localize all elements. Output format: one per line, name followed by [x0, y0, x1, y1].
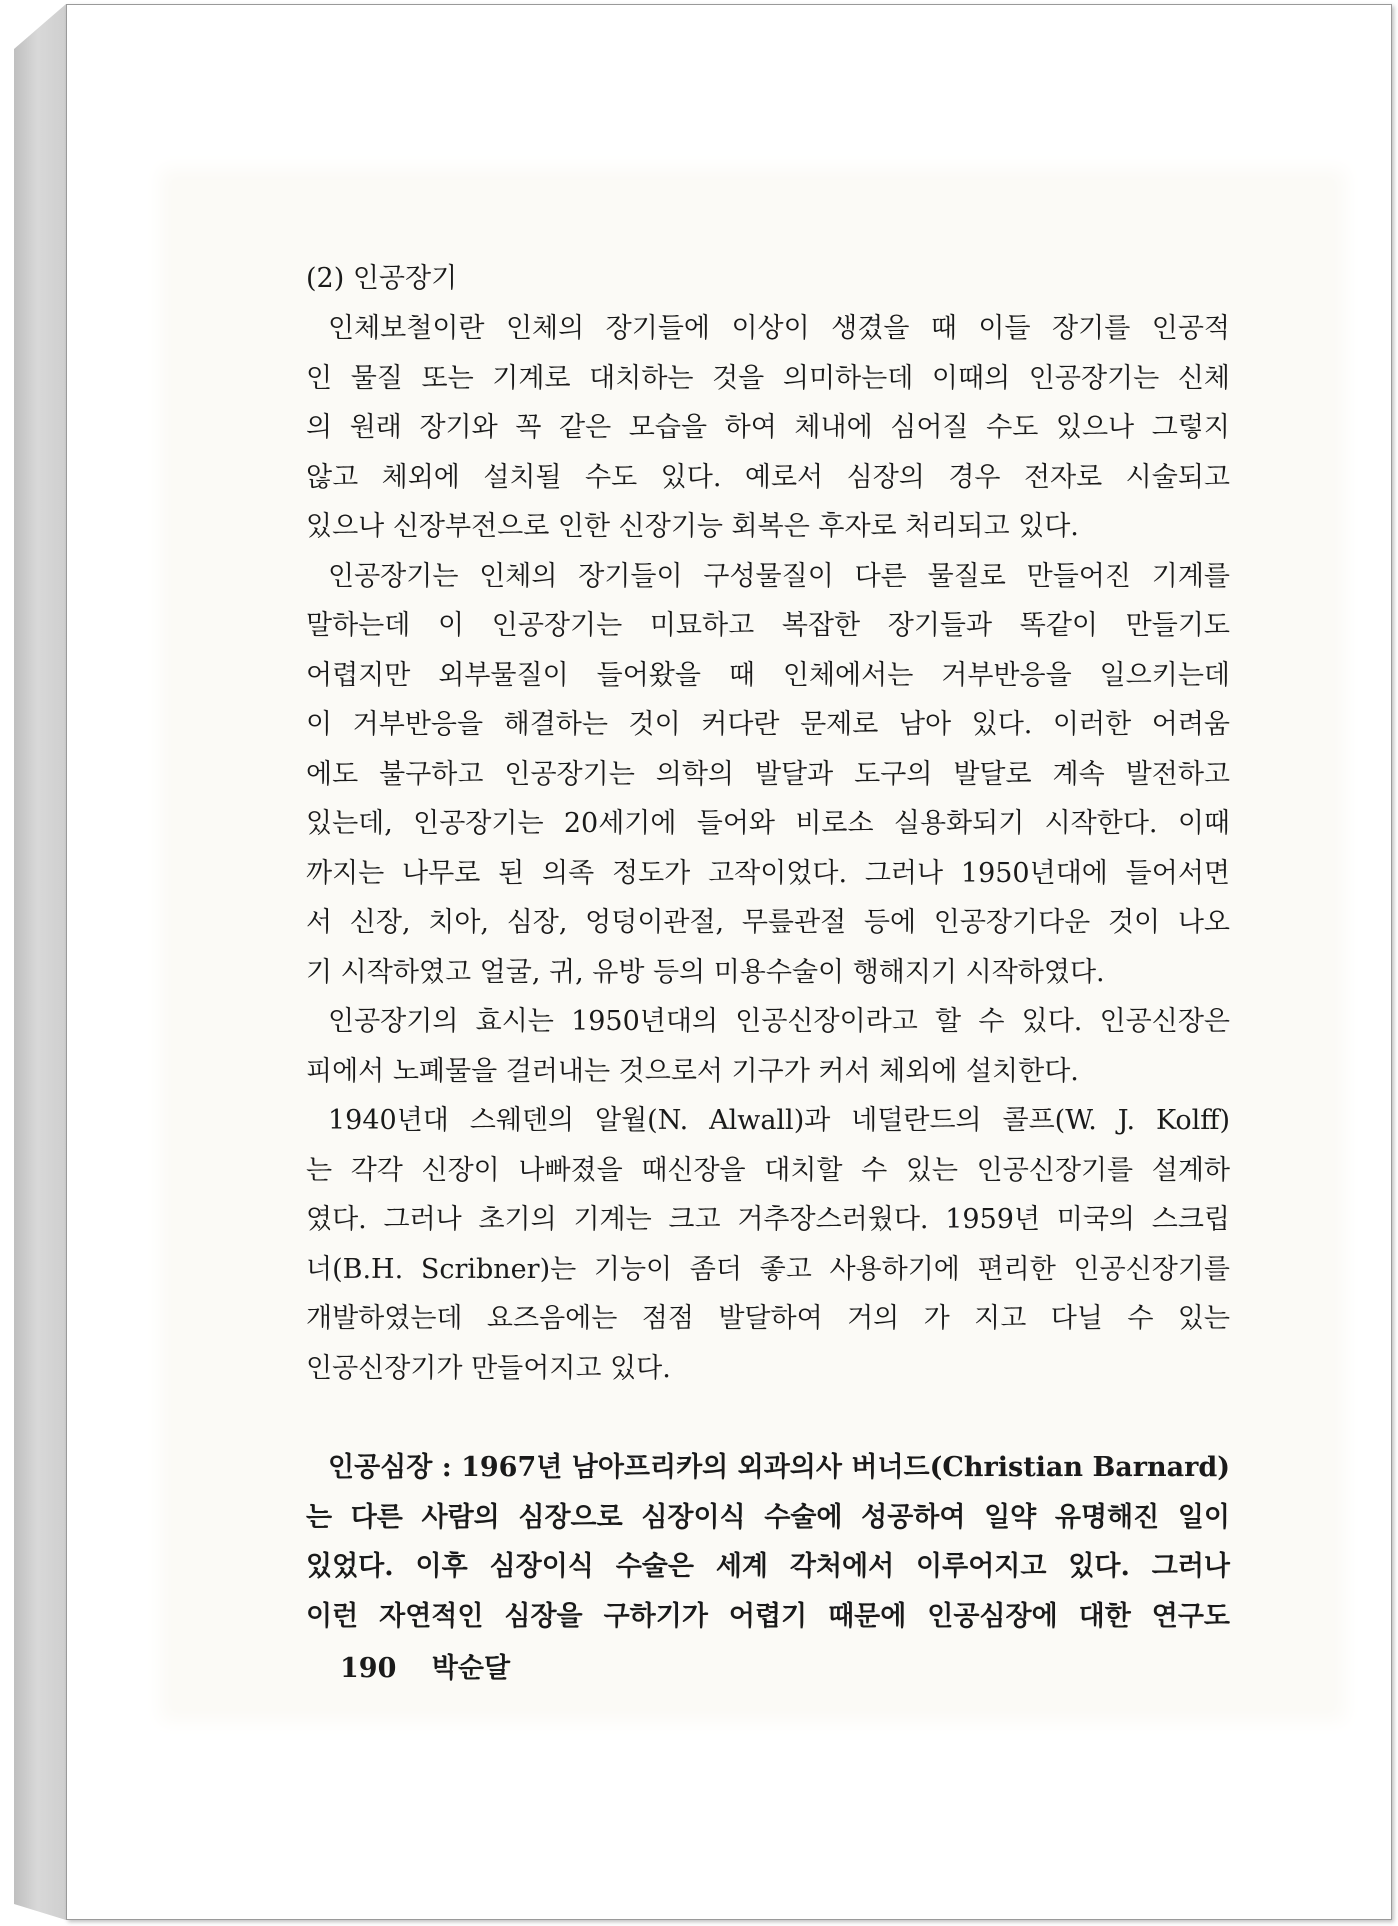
text-line: 서 신장, 치아, 심장, 엉덩이관절, 무릎관절 등에 인공장기다운 것이 나오 — [306, 907, 1230, 938]
text-line: 않고 체외에 설치될 수도 있다. 예로서 심장의 경우 전자로 시술되고 — [306, 461, 1230, 493]
paragraph-2 — [306, 552, 1230, 998]
text-line: 기 시작하였고 얼굴, 귀, 유방 등의 미용수술이 행해지기 시작하였다. — [306, 956, 1105, 988]
text-line: 인공심장 : 1967년 남아프리카의 외과의사 버너드(Christian Barnard) — [328, 1452, 1230, 1483]
text-line: 인체보철이란 인체의 장기들에 이상이 생겼을 때 이들 장기를 인공적 — [328, 313, 1230, 344]
paragraph-gap — [306, 1393, 1230, 1443]
text-line: 인 물질 또는 기계로 대치하는 것을 의미하는데 이때의 인공장기는 신체 — [306, 362, 1230, 394]
paragraph-4 — [306, 1096, 1230, 1393]
text-line: 인공신장기가 만들어지고 있다. — [306, 1352, 671, 1384]
text-line: 이 거부반응을 해결하는 것이 커다란 문제로 남아 있다. 이러한 어려움 — [306, 709, 1230, 740]
author-name: 박순달 — [431, 1653, 511, 1684]
text-line: 피에서 노폐물을 걸러내는 것으로서 기구가 커서 체외에 설치한다. — [306, 1055, 1079, 1087]
text-line: 이런 자연적인 심장을 구하기가 어렵기 때문에 인공심장에 대한 연구도 — [306, 1600, 1230, 1632]
text-line: 의 원래 장기와 꼭 같은 모습을 하여 체내에 심어질 수도 있으나 그렇지 — [306, 412, 1230, 443]
text-line: 너(B.H. Scribner)는 기능이 좀더 좋고 사용하기에 편리한 인공신장기를 — [306, 1253, 1230, 1285]
text-line: 인공장기는 인체의 장기들이 구성물질이 다른 물질로 만들어진 기계를 — [328, 560, 1230, 592]
text-line: 1940년대 스웨덴의 알월(N. Alwall)과 네덜란드의 콜프(W. J. Kolff) — [328, 1105, 1230, 1136]
paragraph-5 — [306, 1443, 1230, 1641]
text-line: 있는데, 인공장기는 20세기에 들어와 비로소 실용화되기 시작한다. 이때 — [306, 808, 1230, 839]
text-line: 개발하였는데 요즈음에는 점점 발달하여 거의 가 지고 다닐 수 있는 — [306, 1303, 1230, 1334]
book-spine — [14, 4, 66, 1920]
text-line: 에도 불구하고 인공장기는 의학의 발달과 도구의 발달로 계속 발전하고 — [306, 758, 1230, 790]
text-line: 있었다. 이후 심장이식 수술은 세계 각처에서 이루어지고 있다. 그러나 — [306, 1551, 1230, 1582]
page-number: 190 — [340, 1653, 397, 1684]
paragraph-1 — [306, 304, 1230, 552]
text-line: 있으나 신장부전으로 인한 신장기능 회복은 후자로 처리되고 있다. — [306, 511, 1079, 542]
text-line: 였다. 그러나 초기의 기계는 크고 거추장스러웠다. 1959년 미국의 스크립 — [306, 1204, 1230, 1235]
section-heading: (2) 인공장기 — [306, 263, 458, 294]
page-text — [306, 254, 1230, 1641]
text-line: 말하는데 이 인공장기는 미묘하고 복잡한 장기들과 똑같이 만들기도 — [306, 610, 1230, 641]
text-line: 는 각각 신장이 나빠졌을 때신장을 대치할 수 있는 인공신장기를 설계하 — [306, 1154, 1230, 1186]
text-line: 어렵지만 외부물질이 들어왔을 때 인체에서는 거부반응을 일으키는데 — [306, 659, 1230, 691]
text-line: 는 다른 사람의 심장으로 심장이식 수술에 성공하여 일약 유명해진 일이 — [306, 1501, 1230, 1533]
text-line: 인공장기의 효시는 1950년대의 인공신장이라고 할 수 있다. 인공신장은 — [328, 1006, 1230, 1037]
text-line: 까지는 나무로 된 의족 정도가 고작이었다. 그러나 1950년대에 들어서면 — [306, 857, 1230, 889]
paragraph-3 — [306, 997, 1230, 1096]
page-footer — [340, 1644, 536, 1694]
